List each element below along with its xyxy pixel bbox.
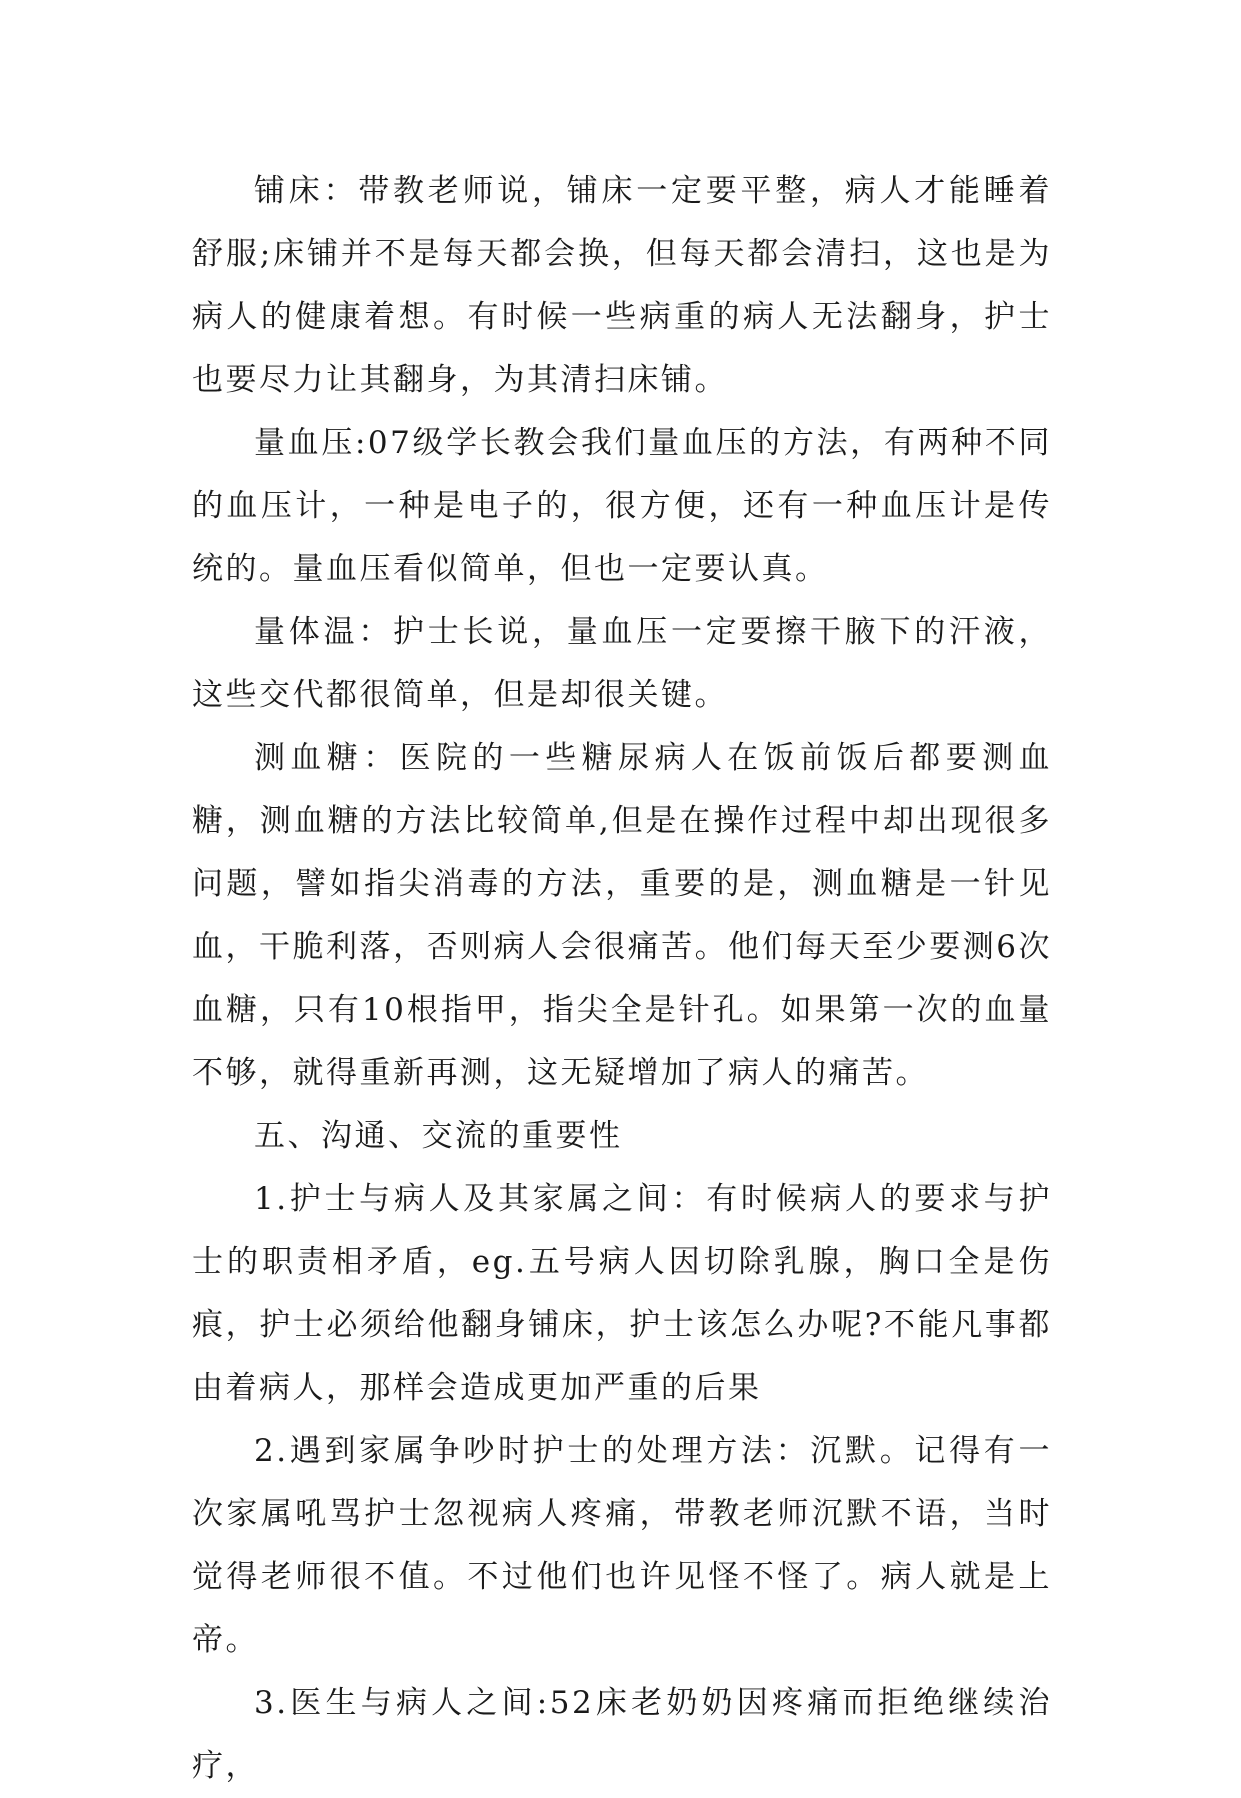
document-body (192, 160, 1052, 1798)
paragraph-temperature: 量体温：护士长说，量血压一定要擦干腋下的汗液，这些交代都很简单，但是却很关键。 (192, 614, 1052, 713)
paragraph-item-2: 2.遇到家属争吵时护士的处理方法：沉默。记得有一次家属吼骂护士忽视病人疼痛，带教老师沉默不语，当时觉得老师很不值。不过他们也许见怪不怪了。病人就是上帝。 (192, 1433, 1052, 1658)
paragraph-item-3: 3.医生与病人之间:52床老奶奶因疼痛而拒绝继续治疗， (192, 1685, 1052, 1784)
paragraph-item-1: 1.护士与病人及其家属之间：有时候病人的要求与护士的职责相矛盾，eg.五号病人因切除乳腺，胸口全是伤痕，护士必须给他翻身铺床，护士该怎么办呢?不能凡事都由着病人，那样会造成更加严重的后果 (192, 1181, 1052, 1406)
paragraph-blood-sugar: 测血糖：医院的一些糖尿病人在饭前饭后都要测血糖，测血糖的方法比较简单,但是在操作过程中却出现很多问题，譬如指尖消毒的方法，重要的是，测血糖是一针见血，干脆利落，否则病人会很痛苦。他们每天至少要测6次血糖，只有10根指甲，指尖全是针孔。如果第一次的血量不够，就得重新再测，这无疑增加了病人的痛苦。 (192, 740, 1052, 1091)
paragraph-making-bed: 铺床：带教老师说，铺床一定要平整，病人才能睡着舒服;床铺并不是每天都会换，但每天都会清扫，这也是为病人的健康着想。有时候一些病重的病人无法翻身，护士也要尽力让其翻身，为其清扫床铺。 (192, 173, 1052, 398)
section-heading-communication: 五、沟通、交流的重要性 (254, 1118, 623, 1154)
paragraph-blood-pressure: 量血压:07级学长教会我们量血压的方法，有两种不同的血压计，一种是电子的，很方便，还有一种血压计是传统的。量血压看似简单，但也一定要认真。 (192, 425, 1052, 587)
